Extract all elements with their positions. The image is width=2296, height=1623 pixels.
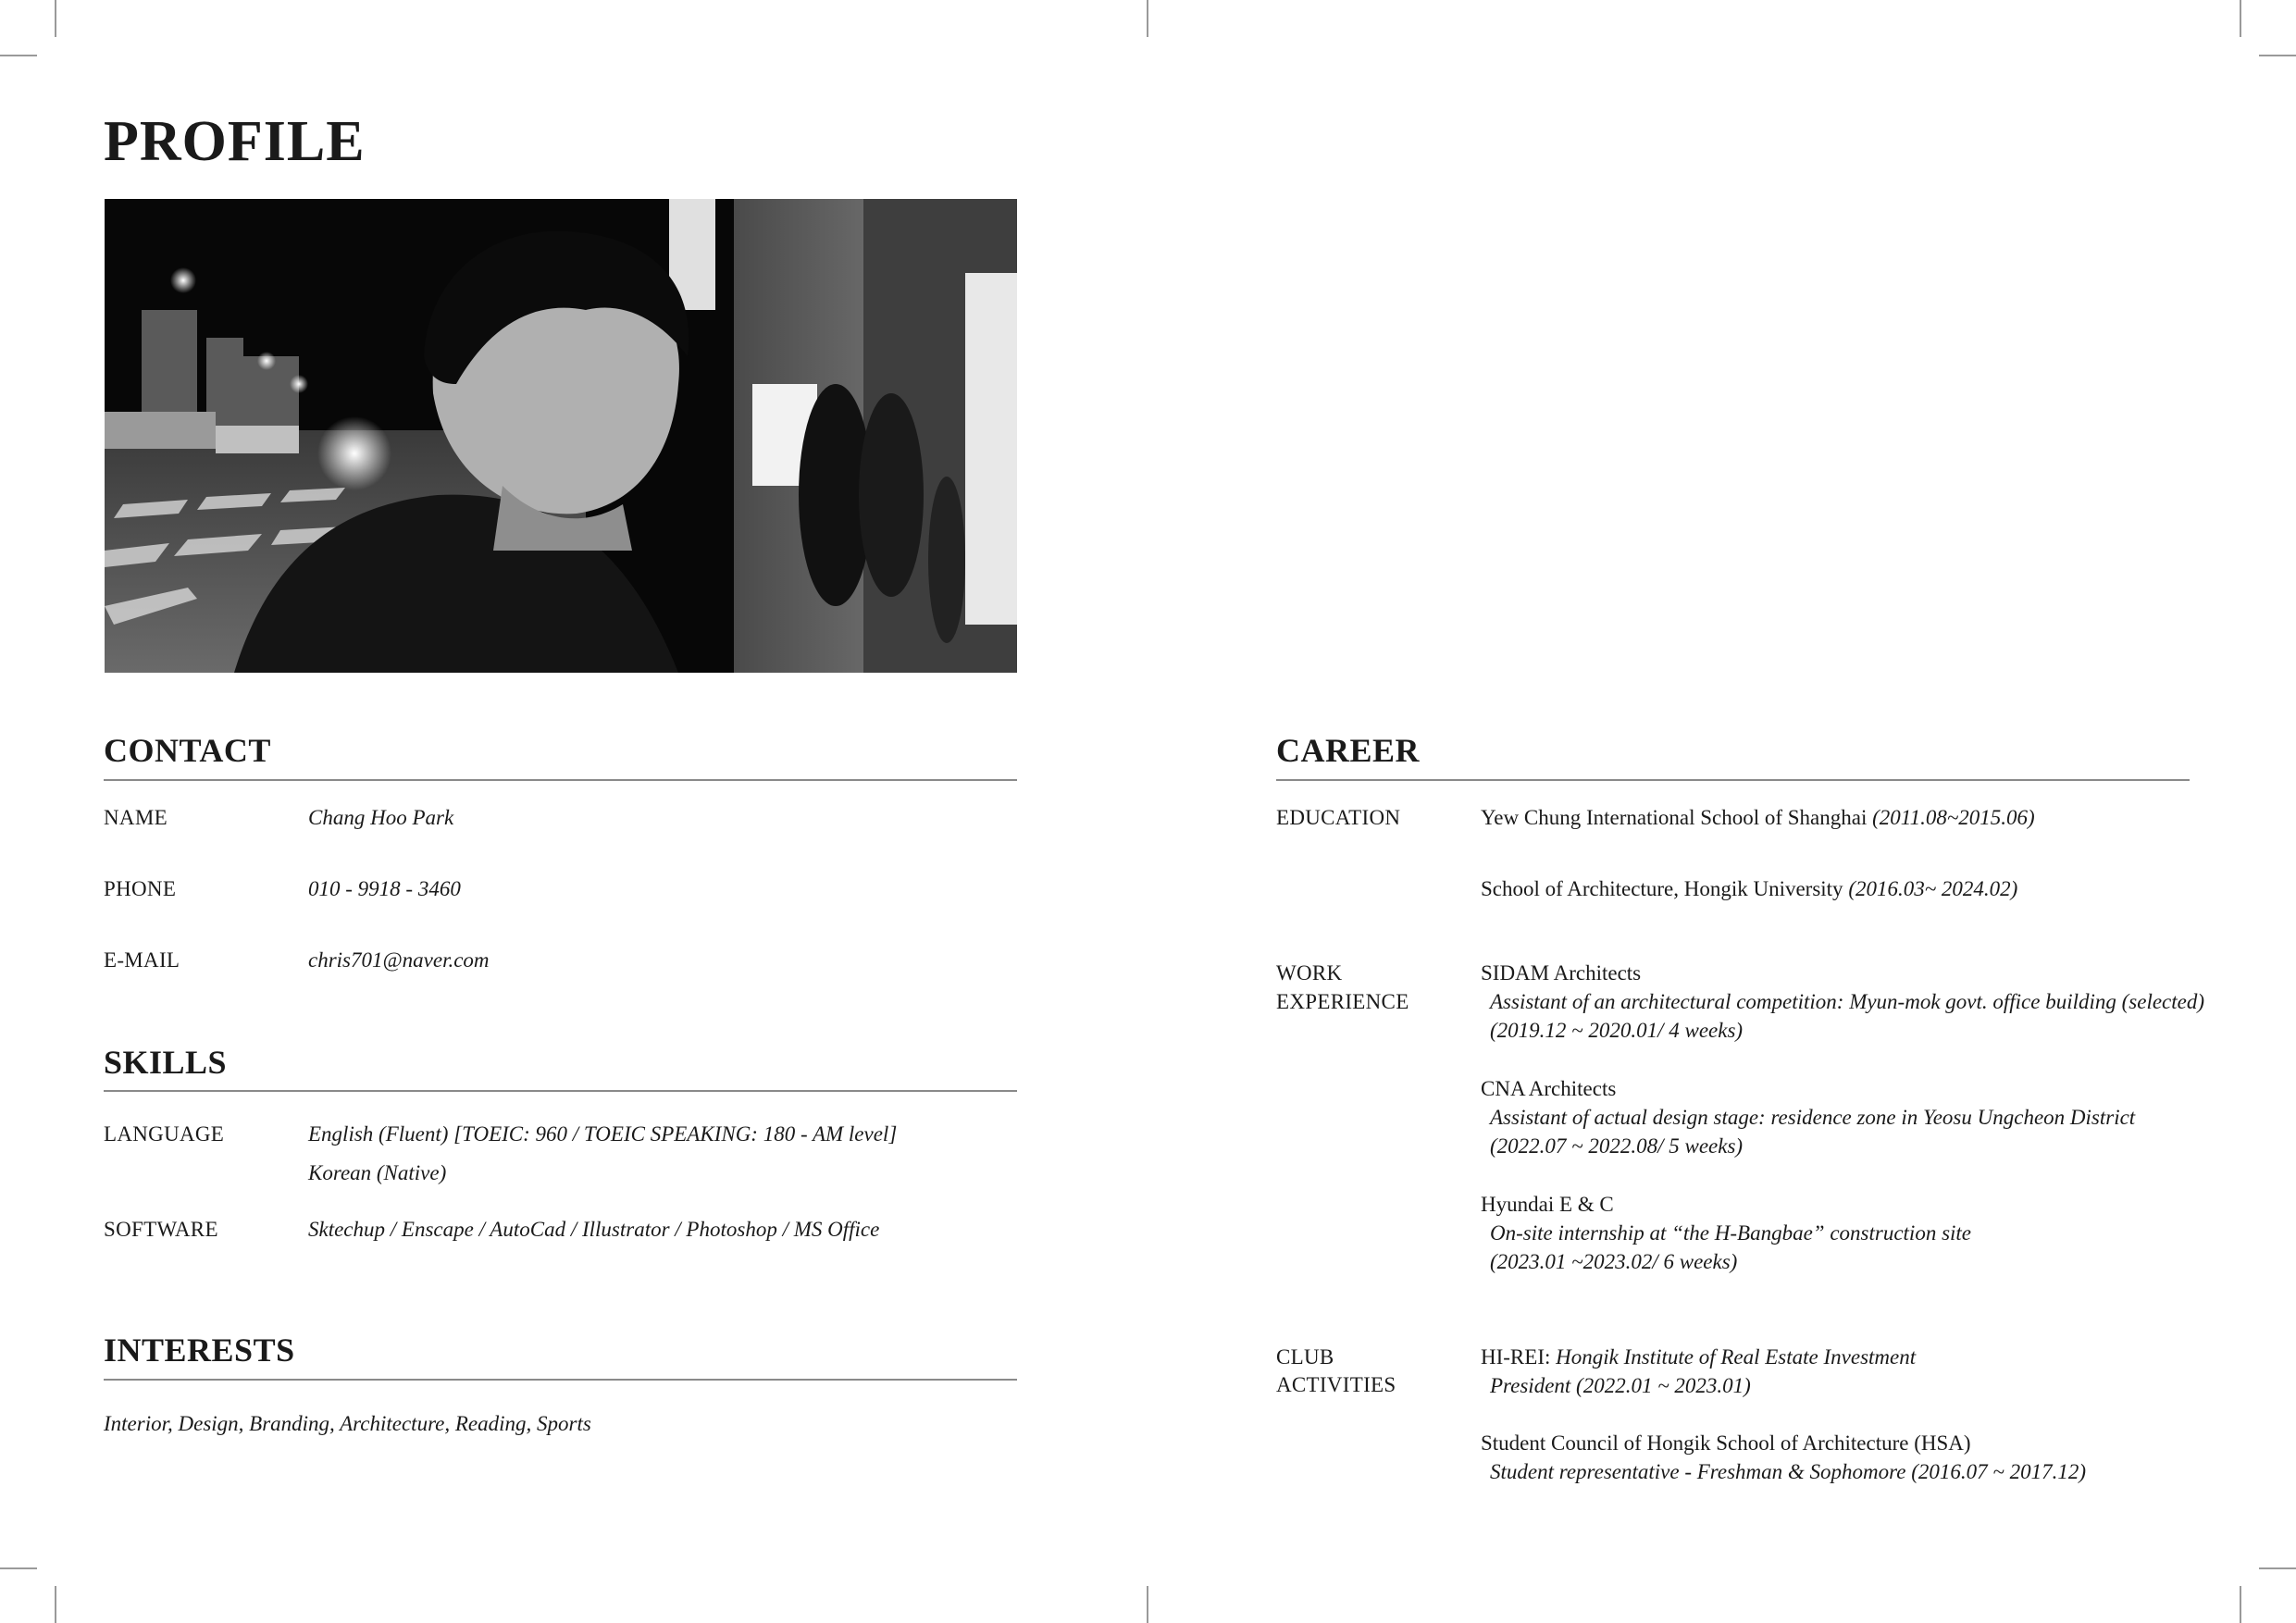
profile-photo-image	[105, 199, 1017, 673]
page-title: PROFILE	[104, 110, 366, 173]
divider	[104, 1090, 1017, 1092]
divider	[1276, 779, 2190, 781]
work-period: (2019.12 ~ 2020.01/ 4 weeks)	[1490, 1019, 1744, 1042]
interests-value: Interior, Design, Branding, Architecture, Reading, Sports	[104, 1412, 591, 1435]
club-desc: President (2022.01 ~ 2023.01)	[1490, 1374, 1751, 1397]
crop-mark	[2240, 0, 2241, 37]
interests-title: INTERESTS	[104, 1332, 295, 1369]
contact-title: CONTACT	[104, 732, 271, 769]
club-name: HI-REI:	[1481, 1345, 1551, 1369]
email-label: E-MAIL	[104, 948, 180, 972]
work-label: WORK	[1276, 961, 1343, 985]
club-entry: Student Council of Hongik School of Architecture (HSA)	[1481, 1431, 1971, 1455]
language-value: English (Fluent) [TOEIC: 960 / TOEIC SPEAKING: 180 - AM level]	[308, 1122, 898, 1146]
work-period: (2023.01 ~2023.02/ 6 weeks)	[1490, 1250, 1738, 1273]
language-label: LANGUAGE	[104, 1122, 225, 1146]
crop-mark	[2240, 1586, 2241, 1623]
career-title: CAREER	[1276, 732, 1421, 769]
crop-mark	[2259, 55, 2296, 56]
club-name-extra: Hongik Institute of Real Estate Investment	[1556, 1345, 1917, 1369]
crop-mark	[0, 1567, 37, 1569]
work-company: CNA Architects	[1481, 1077, 1617, 1100]
education-period: (2016.03~ 2024.02)	[1848, 877, 2018, 900]
name-label: NAME	[104, 806, 168, 829]
work-company: Hyundai E & C	[1481, 1193, 1614, 1216]
skills-title: SKILLS	[104, 1044, 228, 1081]
education-entry	[1481, 874, 2017, 903]
work-desc: Assistant of an architectural competition: Myun-mok govt. office building (selected)	[1490, 990, 2205, 1013]
work-period: (2022.07 ~ 2022.08/ 5 weeks)	[1490, 1134, 1744, 1158]
education-label: EDUCATION	[1276, 806, 1401, 829]
education-entry	[1481, 803, 2035, 832]
crop-mark	[1147, 0, 1148, 37]
education-period: (2011.08~2015.06)	[1872, 806, 2035, 829]
profile-photo	[105, 199, 1017, 673]
work-desc: On-site internship at “the H-Bangbae” construction site	[1490, 1221, 1972, 1245]
phone-label: PHONE	[104, 877, 177, 900]
club-label: CLUB	[1276, 1345, 1334, 1369]
club-desc: Student representative - Freshman & Sophomore (2016.07 ~ 2017.12)	[1490, 1460, 2086, 1483]
language-value: Korean (Native)	[308, 1161, 447, 1184]
work-label: EXPERIENCE	[1276, 990, 1409, 1013]
crop-mark	[1147, 1586, 1148, 1623]
divider	[104, 779, 1017, 781]
name-value: Chang Hoo Park	[308, 806, 454, 829]
work-company: SIDAM Architects	[1481, 961, 1642, 985]
education-school: School of Architecture, Hongik University	[1481, 877, 1843, 900]
work-desc: Assistant of actual design stage: residence zone in Yeosu Ungcheon District	[1490, 1106, 2136, 1129]
phone-value: 010 - 9918 - 3460	[308, 877, 461, 900]
crop-mark	[55, 1586, 56, 1623]
club-label: ACTIVITIES	[1276, 1373, 1396, 1396]
education-school: Yew Chung International School of Shanghai	[1481, 806, 1868, 829]
email-value: chris701@naver.com	[308, 948, 490, 972]
crop-mark	[2259, 1567, 2296, 1569]
club-entry	[1481, 1343, 1916, 1371]
crop-mark	[0, 55, 37, 56]
software-label: SOFTWARE	[104, 1218, 218, 1241]
crop-mark	[55, 0, 56, 37]
divider	[104, 1379, 1017, 1381]
software-value: Sktechup / Enscape / AutoCad / Illustrator / Photoshop / MS Office	[308, 1218, 880, 1241]
